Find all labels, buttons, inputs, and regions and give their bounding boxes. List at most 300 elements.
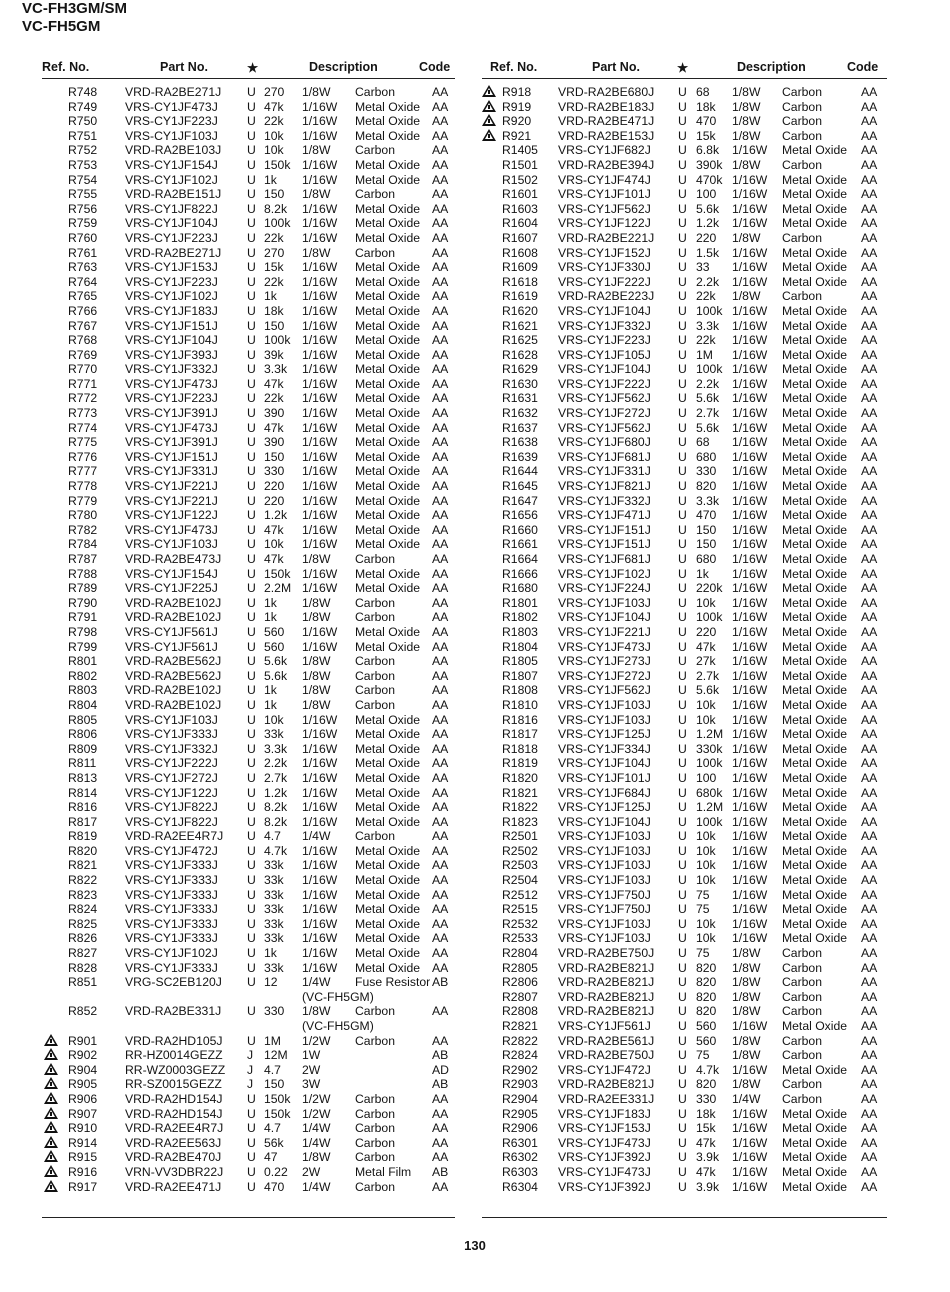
header-part-no: Part No. [592,60,640,74]
wattage: 1/16W [732,595,768,610]
ref-no: R766 [68,303,98,318]
ref-no: R1660 [502,522,538,537]
part-no: VRS-CY1JF562J [558,683,651,698]
table-row [482,173,887,188]
part-no: VRD-RA2HD105J [125,1033,223,1048]
page-number: 130 [464,1238,486,1253]
table-row [482,275,887,290]
table-row [482,421,887,436]
value: 10k [264,537,284,552]
rank: U [247,552,256,566]
part-no: VRS-CY1JF103J [558,873,651,888]
part-no: VRS-CY1JF473J [558,639,651,654]
price-code: AA [861,756,878,771]
rank: U [247,128,256,143]
rank: U [678,566,687,581]
price-code: AA [861,449,878,464]
price-code: AA [861,406,878,421]
ref-no: R806 [68,727,98,742]
rank: U [247,887,256,902]
table-row [482,698,887,713]
wattage: 1/16W [732,303,768,318]
value: 1.2k [696,216,720,231]
description: Metal Oxide [782,552,848,566]
value: 100 [696,770,717,785]
part-no: VRS-CY1JF103J [125,712,218,727]
wattage: 1/16W [302,479,338,494]
rank: U [247,187,256,202]
value: 15k [264,260,284,275]
wattage: 1/4W [302,829,331,844]
table-row [42,756,455,771]
ref-no: R820 [68,843,98,858]
value: 2.2k [696,376,720,391]
rank: U [678,785,687,800]
ref-no: R759 [68,216,98,231]
part-no: VRD-RA2BE750J [558,946,655,961]
value: 47k [696,1164,716,1179]
table-row [482,975,887,990]
rank: U [247,245,256,260]
safety-warning-icon [44,1077,58,1089]
wattage: 1/2W [302,1091,331,1106]
ref-no: R914 [68,1135,98,1150]
value: 4.7k [264,843,288,858]
rank: U [247,333,256,348]
ref-no: R784 [68,537,98,552]
rank: U [678,318,687,333]
description: Metal Oxide [355,960,421,975]
description: Metal Oxide [782,537,848,552]
part-no: VRS-CY1JF561J [558,1019,651,1033]
price-code: AA [861,712,878,727]
rank: U [247,756,256,771]
value: 27k [696,654,716,669]
wattage: 1/16W [302,347,338,362]
part-no: VRS-CY1JF222J [125,756,218,771]
ref-no: R787 [68,552,98,566]
safety-warning-icon [44,1092,58,1104]
wattage: 1/16W [732,668,768,683]
rank: U [247,916,256,931]
part-no: VRS-CY1JF332J [125,362,218,377]
ref-no: R804 [68,697,98,712]
description: Metal Oxide [782,566,848,581]
value: 0.22 [264,1164,288,1179]
ref-no: R1607 [502,230,538,245]
price-code: AA [861,187,878,202]
description: Metal Oxide [355,479,421,494]
ref-no: R777 [68,464,98,479]
price-code: AA [432,1106,449,1121]
value: 1.2M [696,727,724,742]
part-no: VRD-RA2BE394J [558,157,655,172]
rank: U [247,157,256,172]
ref-no: R6302 [502,1150,538,1165]
table-row [482,1092,887,1107]
description: Metal Oxide [782,931,848,946]
description: Metal Oxide [355,712,421,727]
price-code: AA [861,1091,878,1106]
part-no: VRS-CY1JF102J [558,566,651,581]
price-code: AA [432,201,449,216]
wattage: 1/16W [302,376,338,391]
ref-no: R1816 [502,712,538,727]
safety-warning-icon [44,1180,58,1192]
rank: U [678,1091,687,1106]
table-row [42,975,455,1004]
part-no: VRS-CY1JF103J [558,858,651,873]
rank: U [247,318,256,333]
rank: U [247,960,256,975]
description: Carbon [355,595,395,610]
description: Metal Oxide [782,201,848,216]
rank: U [678,1150,687,1165]
part-no: VRS-CY1JF332J [125,741,218,756]
part-no: VRS-CY1JF104J [125,333,218,348]
ref-no: R774 [68,420,98,435]
rank: U [247,639,256,654]
value: 47k [696,1135,716,1150]
table-row [482,1165,887,1180]
rank: U [678,114,687,129]
value: 1.5k [696,245,720,260]
rank: U [247,1179,256,1194]
table-row [482,362,887,377]
wattage: 1/16W [302,800,338,815]
table-row [42,173,455,188]
ref-no: R1807 [502,668,538,683]
ref-no: R2533 [502,931,538,946]
price-code: AA [432,508,449,523]
price-code: AA [432,785,449,800]
rank: U [247,727,256,742]
ref-no: R919 [502,99,532,114]
table-row [482,479,887,494]
table-row [42,508,455,523]
value: 47k [264,99,284,114]
table-row [42,727,455,742]
part-no: VRS-CY1JF102J [125,172,218,187]
price-code: AA [861,946,878,961]
price-code: AA [432,873,449,888]
table-row [482,114,887,129]
wattage: 1/16W [732,376,768,391]
part-no: VRS-CY1JF122J [558,216,651,231]
ref-no: R851 [68,975,98,990]
description: Metal Oxide [355,230,421,245]
table-row [42,523,455,538]
value: 330 [264,1004,285,1019]
wattage: 1/8W [732,975,761,990]
price-code: AA [861,610,878,625]
ref-no: R1629 [502,362,538,377]
rank: U [247,654,256,669]
price-code: AA [432,668,449,683]
price-code: AA [432,303,449,318]
value: 12 [264,975,278,990]
value: 47k [696,639,716,654]
header-ref-no: Ref. No. [490,60,538,74]
table-row [42,391,455,406]
table-row [42,202,455,217]
ref-no: R1644 [502,464,538,479]
value: 150k [264,566,291,581]
value: 75 [696,946,710,961]
description: Metal Oxide [782,727,848,742]
wattage: 1/8W [302,610,331,625]
description: Metal Oxide [355,727,421,742]
rank: U [247,216,256,231]
value: 390k [696,157,723,172]
part-no: VRS-CY1JF101J [558,770,651,785]
rank: U [247,1091,256,1106]
price-code: AA [432,683,449,698]
part-no: VRD-RA2BE183J [558,99,655,114]
rank: U [247,946,256,961]
part-no: VRS-CY1JF393J [125,347,218,362]
part-no: VRS-CY1JF152J [558,245,651,260]
description: Metal Oxide [782,668,848,683]
table-row [482,246,887,261]
ref-no: R1804 [502,639,538,654]
description: Metal Oxide [782,143,848,158]
ref-no: R2512 [502,887,538,902]
wattage: 1/16W [732,508,768,523]
value: 33k [264,873,284,888]
rank: U [678,1019,687,1033]
price-code: AA [861,172,878,187]
rank: J [247,1077,254,1092]
table-row [42,669,455,684]
value: 22k [264,230,284,245]
wattage: 1/16W [302,639,338,654]
value: 2.7k [696,668,720,683]
rank: U [678,435,687,450]
wattage: 1/16W [732,172,768,187]
part-no: RR-HZ0014GEZZ [125,1048,223,1063]
value: 820 [696,1077,717,1092]
description: Metal Oxide [782,420,848,435]
table-row [482,581,887,596]
ref-no: R816 [68,800,98,815]
ref-no: R905 [68,1077,98,1092]
description: Metal Oxide [355,216,421,231]
table-row [482,858,887,873]
ref-no: R1501 [502,157,538,172]
description: Metal Oxide [782,1062,848,1077]
ref-no: R1601 [502,187,538,202]
description: Metal Oxide [782,595,848,610]
wattage: 1/16W [302,420,338,435]
table-row [42,100,455,115]
bottom-rule-left [42,1217,455,1218]
price-code: AA [861,230,878,245]
description: Metal Oxide [355,391,421,406]
value: 75 [696,1048,710,1063]
price-code: AA [432,800,449,815]
value: 3.3k [696,493,720,508]
value: 100k [696,756,723,771]
wattage: 1/8W [732,1048,761,1063]
description: Metal Oxide [355,274,421,289]
value: 1k [696,566,709,581]
part-no: VRS-CY1JF680J [558,435,651,450]
wattage: 1/16W [732,1179,768,1194]
description: Carbon [782,989,822,1004]
rank: U [247,697,256,712]
description: Metal Oxide [355,114,421,129]
ref-no: R1820 [502,770,538,785]
description: Metal Oxide [355,172,421,187]
rank: U [247,420,256,435]
price-code: AA [432,1004,449,1019]
ref-no: R907 [68,1106,98,1121]
price-code: AA [432,143,449,158]
price-code: AA [432,1135,449,1150]
wattage: 1/16W [302,581,338,596]
table-row [42,421,455,436]
price-code: AA [432,99,449,114]
value: 820 [696,975,717,990]
wattage: 1/16W [732,216,768,231]
description: Carbon [355,245,395,260]
value: 820 [696,479,717,494]
rank: U [678,493,687,508]
description: Metal Oxide [782,785,848,800]
price-code: AA [432,727,449,742]
value: 68 [696,85,710,99]
table-row [482,494,887,509]
part-no: VRS-CY1JF153J [558,1121,651,1136]
description: Carbon [355,1091,395,1106]
table-row [42,1121,455,1136]
description: Carbon [355,683,395,698]
part-no: VRS-CY1JF473J [125,99,218,114]
safety-warning-icon [44,1121,58,1133]
part-no: VRS-CY1JF151J [125,449,218,464]
table-row [482,683,887,698]
table-row [482,158,887,173]
price-code: AA [861,157,878,172]
price-code: AA [432,114,449,129]
ref-no: R2905 [502,1106,538,1121]
ref-no: R1656 [502,508,538,523]
description: Metal Oxide [782,464,848,479]
rank: U [247,376,256,391]
price-code: AA [861,391,878,406]
wattage: 1/16W [302,128,338,143]
safety-warning-icon [44,1165,58,1177]
description: Metal Oxide [782,493,848,508]
price-code: AA [861,975,878,990]
price-code: AA [861,435,878,450]
rank: U [247,712,256,727]
part-no: VRS-CY1JF681J [558,449,651,464]
wattage: 1W [302,1048,321,1063]
description: Metal Oxide [355,741,421,756]
value: 220 [696,624,717,639]
description: Metal Oxide [355,931,421,946]
ref-no: R1637 [502,420,538,435]
part-no: VRS-CY1JF332J [558,318,651,333]
table-row [482,85,887,100]
safety-warning-icon [44,1150,58,1162]
price-code: AA [861,552,878,566]
value: 10k [264,128,284,143]
value: 560 [264,639,285,654]
rank: U [678,581,687,596]
table-row [42,1034,455,1049]
rank: U [678,347,687,362]
rank: J [247,1048,254,1063]
description: Metal Oxide [782,172,848,187]
wattage: 1/8W [732,114,761,129]
model-title-1: VC-FH3GM/SM [22,0,127,17]
part-no: VRS-CY1JF333J [125,727,218,742]
wattage: 1/16W [732,245,768,260]
wattage: 1/16W [732,1106,768,1121]
rank: U [678,829,687,844]
wattage: 1/16W [302,624,338,639]
description: Metal Oxide [782,843,848,858]
value: 330 [264,464,285,479]
ref-no: R6304 [502,1179,538,1194]
table-row [42,406,455,421]
part-no: VRS-CY1JF223J [125,114,218,129]
rank: U [678,727,687,742]
wattage: 1/16W [732,347,768,362]
table-row [42,537,455,552]
wattage: 1/16W [732,1121,768,1136]
ref-no: R788 [68,566,98,581]
value: 3.9k [696,1150,720,1165]
price-code: AA [861,931,878,946]
description: Metal Oxide [355,318,421,333]
value: 560 [264,624,285,639]
price-code: AA [861,318,878,333]
price-code: AA [861,668,878,683]
ref-no: R1666 [502,566,538,581]
price-code: AA [861,376,878,391]
price-code: AA [861,260,878,275]
wattage: 1/16W [732,902,768,917]
table-row [42,1165,455,1180]
ref-no: R809 [68,741,98,756]
price-code: AA [861,989,878,1004]
table-row [482,231,887,246]
safety-warning-icon [44,1063,58,1075]
table-row [482,187,887,202]
price-code: AA [861,420,878,435]
description: Metal Oxide [782,741,848,756]
ref-no: R770 [68,362,98,377]
value: 150 [264,318,285,333]
wattage: 1/16W [732,785,768,800]
ref-no: R1818 [502,741,538,756]
description: Carbon [355,1121,395,1136]
rank: U [678,1004,687,1019]
price-code: AA [861,289,878,304]
table-row [482,450,887,465]
wattage: 1/16W [302,770,338,785]
part-no: VRS-CY1JF125J [558,800,651,815]
part-no: VRS-CY1JF104J [558,303,651,318]
rank: U [678,303,687,318]
price-code: AA [861,843,878,858]
value: 10k [696,712,716,727]
wattage: 1/16W [302,756,338,771]
